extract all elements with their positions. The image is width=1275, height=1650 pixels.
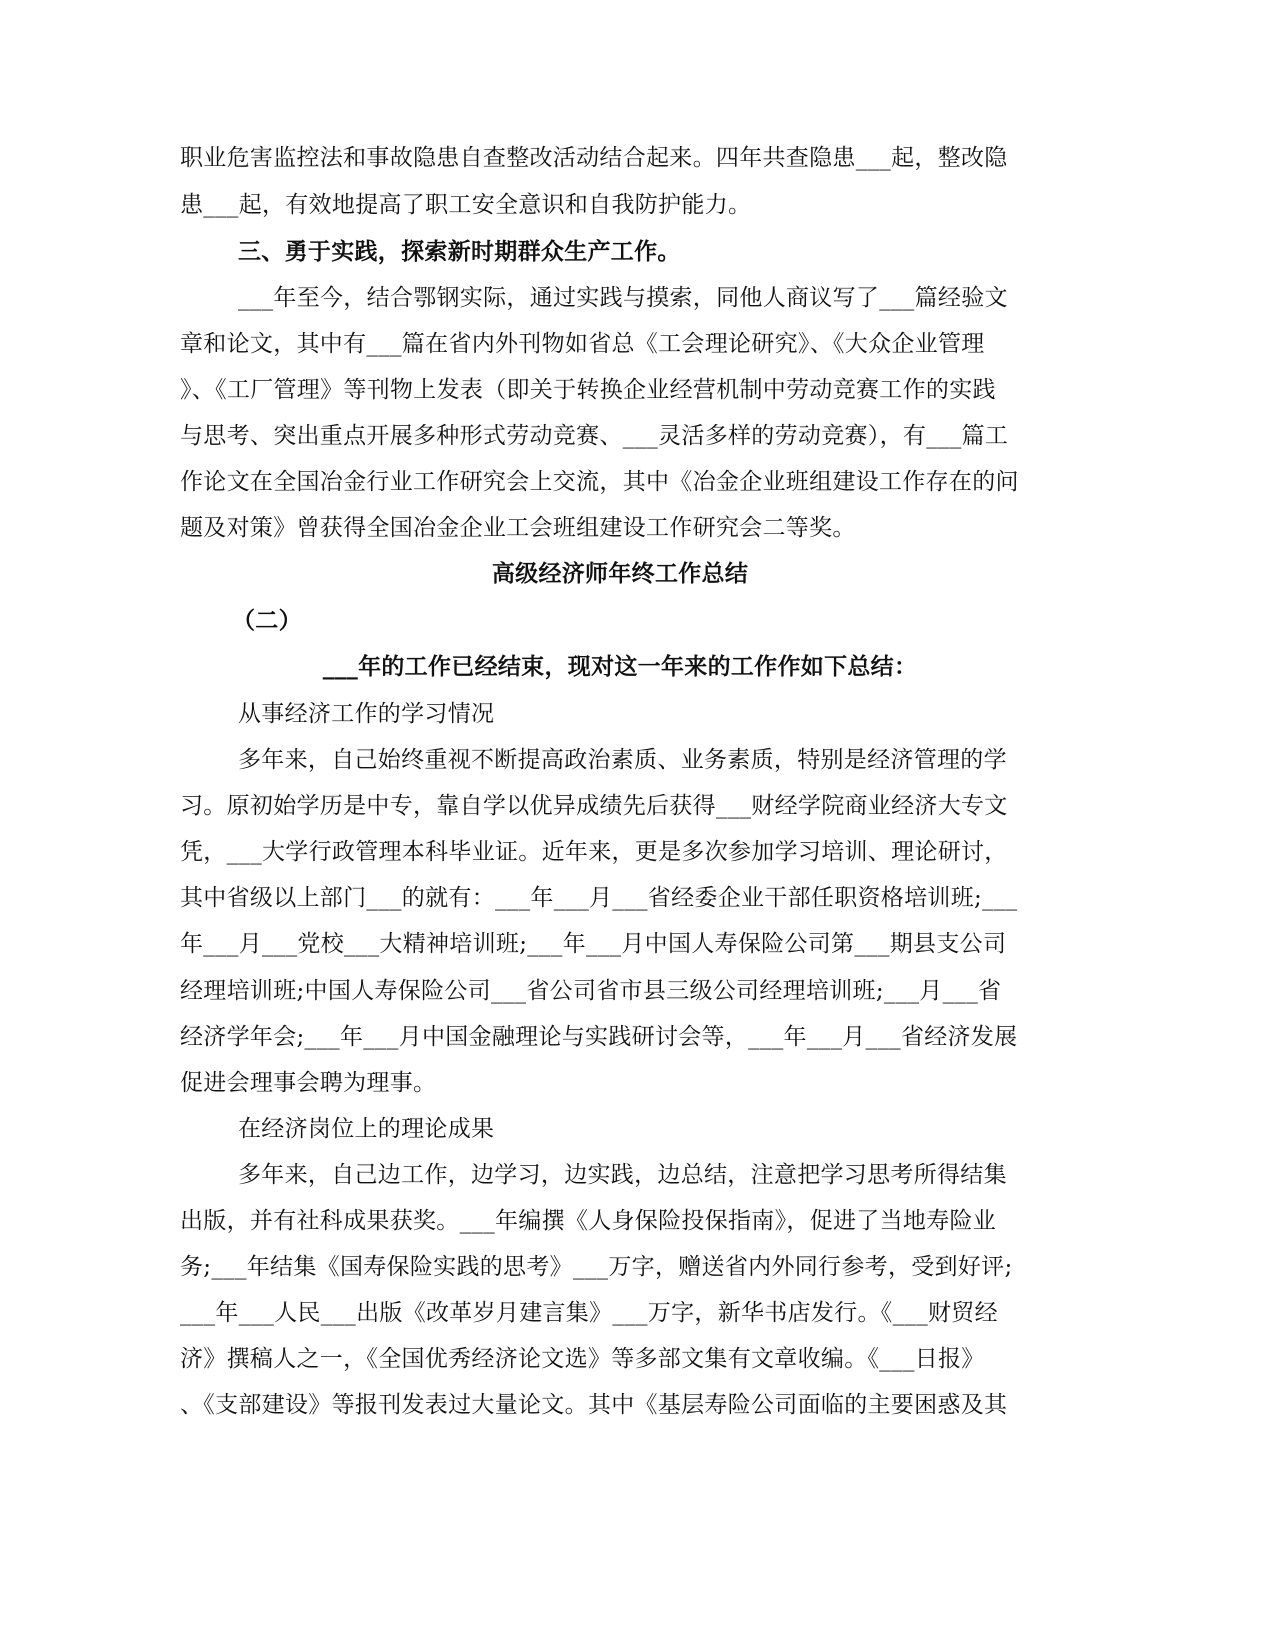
body-line-4: ___年至今，结合鄂钢实际，通过实践与摸索，同他人商议写了___篇经验文	[238, 285, 1008, 311]
body-line-1: 职业危害监控法和事故隐患自查整改活动结合起来。四年共查隐患___起，整改隐	[180, 145, 1008, 171]
body-line-5: 章和论文，其中有___篇在省内外刊物如省总《工会理论研究》、《大众企业管理	[180, 331, 985, 357]
section-heading-3: 三、勇于实践，探索新时期群众生产工作。	[238, 238, 681, 265]
body-line-8: 作论文在全国冶金行业工作研究会上交流，其中《冶金企业班组建设工作存在的问	[180, 469, 1019, 495]
body-line-27: 济》撰稿人之一，《全国优秀经济论文选》等多部文集有文章收编。《___日报》	[180, 1346, 985, 1372]
subheading-learning: 从事经济工作的学习情况	[238, 701, 495, 727]
body-line-9: 题及对策》曾获得全国冶金企业工会班组建设工作研究会二等奖。	[180, 515, 856, 541]
body-line-26: ___年___人民___出版《改革岁月建言集》___万字，新华书店发行。《___财贸经	[180, 1300, 998, 1326]
body-line-21: 促进会理事会聘为理事。	[180, 1070, 437, 1096]
body-line-28: 、《支部建设》等报刊发表过大量论文。其中《基层寿险公司面临的主要困惑及其	[180, 1392, 1008, 1418]
body-line-24: 出版，并有社科成果获奖。___年编撰《人身保险投保指南》，促进了当地寿险业	[180, 1208, 997, 1234]
summary-intro: ___年的工作已经结束，现对这一年来的工作作如下总结：	[322, 653, 918, 680]
document-title: 高级经济师年终工作总结	[491, 560, 749, 587]
body-line-7: 与思考、突出重点开展多种形式劳动竞赛、___灵活多样的劳动竞赛），有___篇工	[180, 423, 1009, 449]
body-line-6: 》、《工厂管理》等刊物上发表（即关于转换企业经营机制中劳动竞赛工作的实践	[180, 377, 996, 403]
body-line-20: 经济学年会;___年___月中国金融理论与实践研讨会等，___年___月___省经济发展	[180, 1024, 1018, 1050]
body-line-17: 其中省级以上部门___的就有：___年___月___省经委企业干部任职资格培训班;___	[180, 885, 1018, 911]
part-number: （二）	[232, 607, 302, 634]
subheading-theory: 在经济岗位上的理论成果	[238, 1116, 495, 1142]
body-line-14: 多年来，自己始终重视不断提高政治素质、业务素质，特别是经济管理的学	[238, 747, 1007, 773]
body-line-19: 经理培训班;中国人寿保险公司___省公司省市县三级公司经理培训班;___月___省	[180, 978, 1002, 1004]
body-line-16: 凭，___大学行政管理本科毕业证。近年来，更是多次参加学习培训、理论研讨，	[180, 839, 1008, 865]
body-line-2: 患___起，有效地提高了职工安全意识和自我防护能力。	[180, 192, 752, 218]
body-line-15: 习。原初始学历是中专，靠自学以优异成绩先后获得___财经学院商业经济大专文	[180, 793, 1008, 819]
body-line-18: 年___月___党校___大精神培训班;___年___月中国人寿保险公司第___期县支公司	[180, 931, 1007, 957]
body-line-23: 多年来，自己边工作，边学习，边实践，边总结，注意把学习思考所得结集	[238, 1162, 1007, 1188]
body-line-25: 务;___年结集《国寿保险实践的思考》___万字，赠送省内外同行参考，受到好评;	[180, 1254, 1013, 1280]
